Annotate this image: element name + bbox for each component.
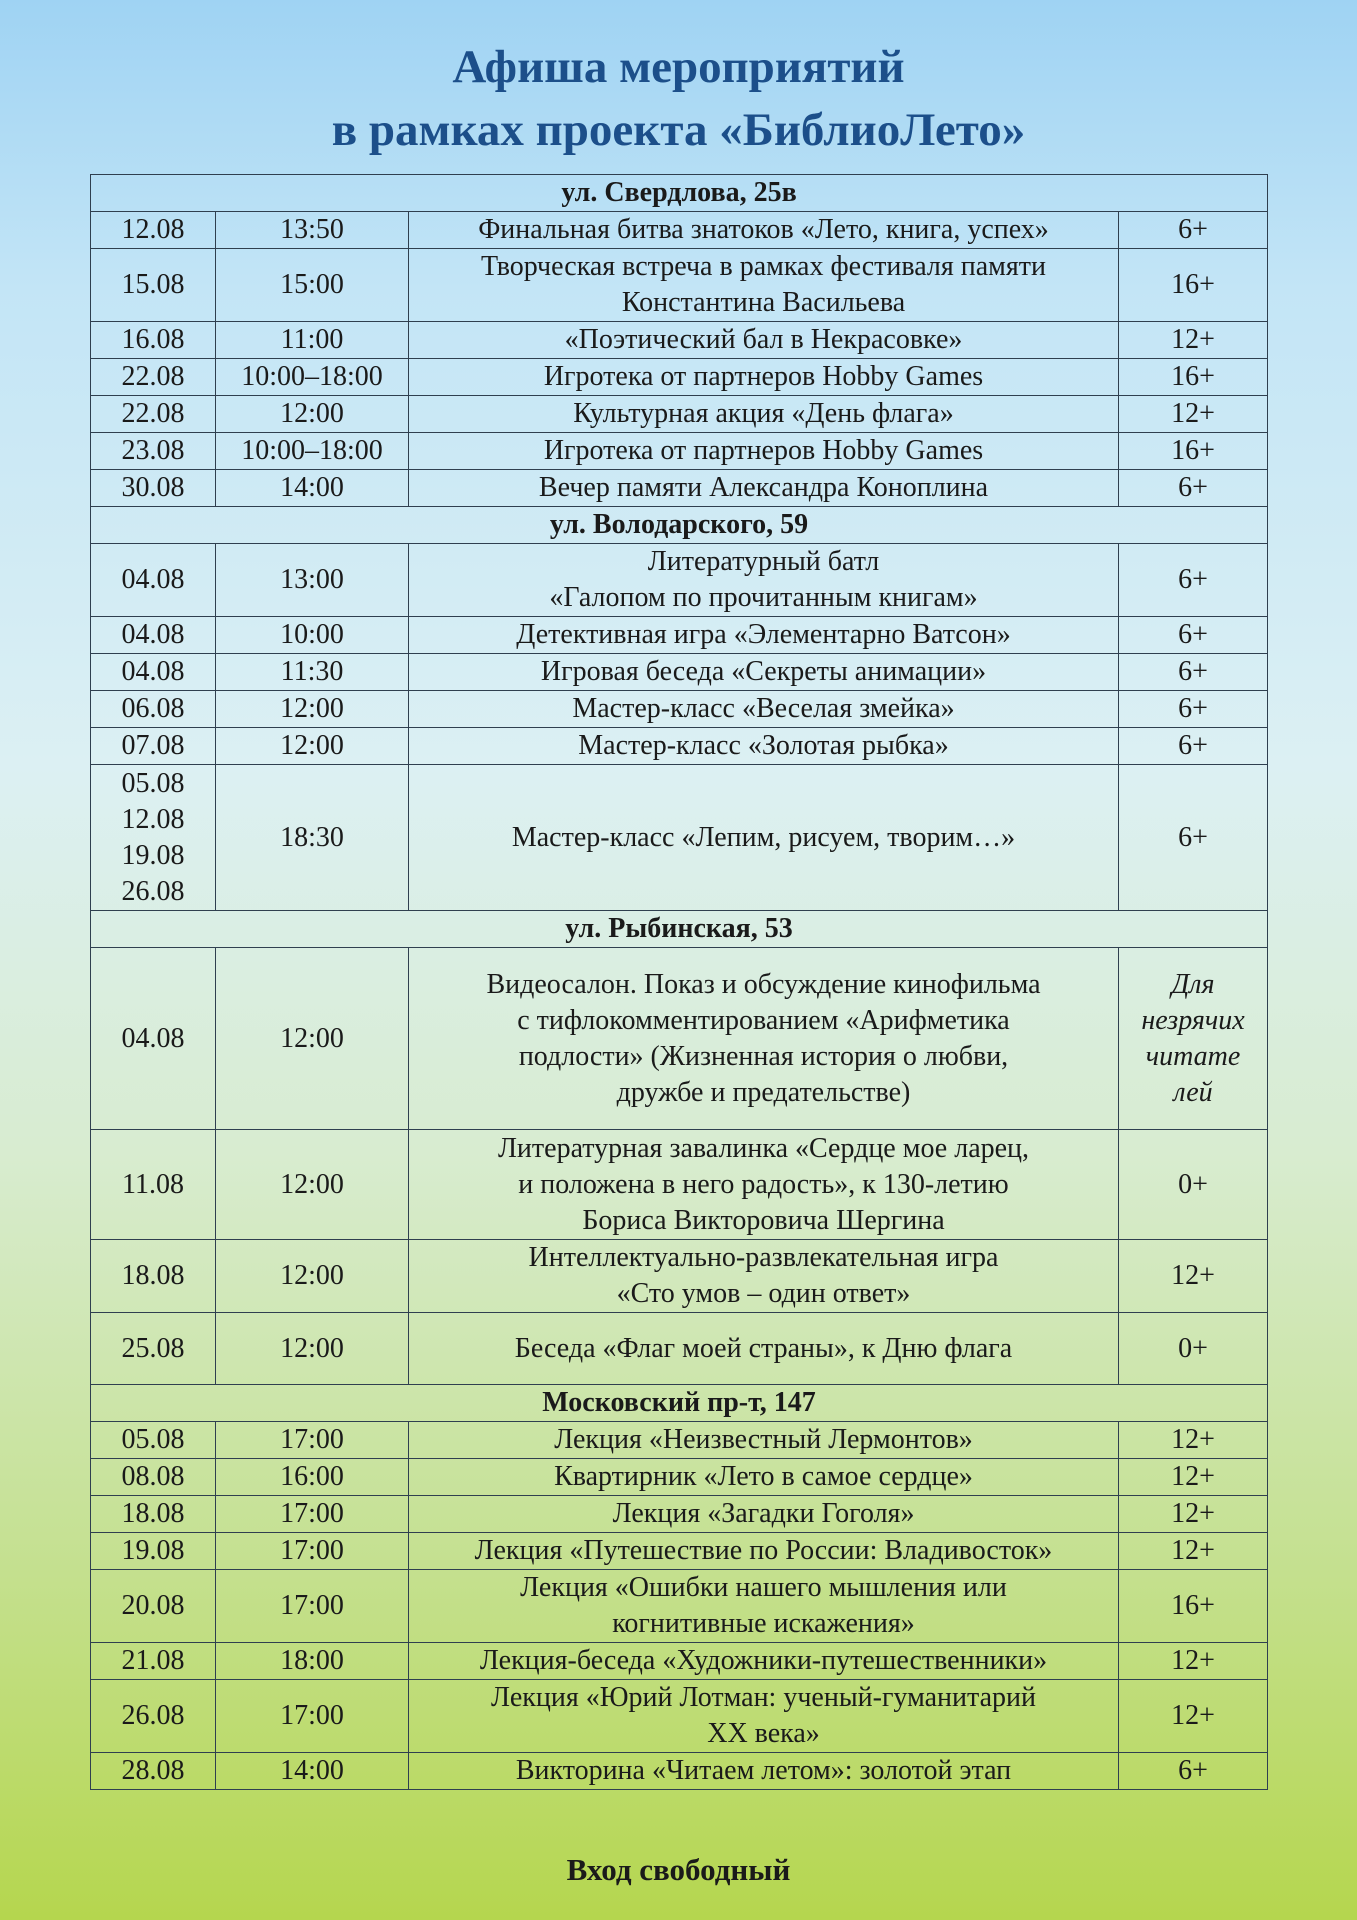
event-title: Мастер-класс «Золотая рыбка» (409, 728, 1119, 765)
event-row (91, 544, 1268, 617)
event-date: 20.08 (91, 1570, 216, 1643)
event-date: 26.08 (91, 1680, 216, 1753)
section-address: ул. Рыбинская, 53 (91, 911, 1268, 948)
event-date: 18.08 (91, 1240, 216, 1313)
event-age-rating: Для незрячих читате лей (1119, 948, 1268, 1130)
event-date: 18.08 (91, 1496, 216, 1533)
event-age-rating: 12+ (1119, 1533, 1268, 1570)
event-row (91, 765, 1268, 911)
event-row (91, 396, 1268, 433)
event-row (91, 1570, 1268, 1643)
event-age-rating: 6+ (1119, 470, 1268, 507)
section-header-row (91, 175, 1268, 212)
event-title: Беседа «Флаг моей страны», к Дню флага (409, 1313, 1119, 1385)
event-date: 30.08 (91, 470, 216, 507)
event-title: Игротека от партнеров Hobby Games (409, 433, 1119, 470)
events-table-body (91, 175, 1268, 1790)
event-title: Культурная акция «День флага» (409, 396, 1119, 433)
event-time: 17:00 (216, 1533, 409, 1570)
event-age-rating: 12+ (1119, 322, 1268, 359)
event-date: 22.08 (91, 396, 216, 433)
event-title: Творческая встреча в рамках фестиваля памяти Константина Васильева (409, 249, 1119, 322)
event-title: Вечер памяти Александра Коноплина (409, 470, 1119, 507)
event-age-rating: 12+ (1119, 1496, 1268, 1533)
event-title: Интеллектуально-развлекательная игра «Сто умов – один ответ» (409, 1240, 1119, 1313)
event-row (91, 249, 1268, 322)
event-time: 10:00–18:00 (216, 433, 409, 470)
event-time: 12:00 (216, 1240, 409, 1313)
event-time: 12:00 (216, 1313, 409, 1385)
event-title: «Поэтический бал в Некрасовке» (409, 322, 1119, 359)
event-age-rating: 12+ (1119, 1240, 1268, 1313)
event-title: Литературная завалинка «Сердце мое ларец, и положена в него радость», к 130-летию Бориса Викторовича Шергина (409, 1130, 1119, 1240)
event-time: 15:00 (216, 249, 409, 322)
section-header-row (91, 507, 1268, 544)
event-title: Лекция «Путешествие по России: Владивосток» (409, 1533, 1119, 1570)
event-time: 10:00–18:00 (216, 359, 409, 396)
event-date: 21.08 (91, 1643, 216, 1680)
event-row (91, 1680, 1268, 1753)
event-age-rating: 16+ (1119, 359, 1268, 396)
event-age-rating: 6+ (1119, 654, 1268, 691)
section-header-row (91, 911, 1268, 948)
event-time: 13:50 (216, 212, 409, 249)
event-time: 16:00 (216, 1459, 409, 1496)
event-title: Квартирник «Лето в самое сердце» (409, 1459, 1119, 1496)
event-age-rating: 6+ (1119, 691, 1268, 728)
event-title: Видеосалон. Показ и обсуждение кинофильма с тифлокомментированием «Арифметика подлости» (Жизненная история о любви, дружбе и предательстве) (409, 948, 1119, 1130)
event-time: 13:00 (216, 544, 409, 617)
event-row (91, 470, 1268, 507)
event-row (91, 728, 1268, 765)
event-date: 16.08 (91, 322, 216, 359)
event-time: 12:00 (216, 691, 409, 728)
event-age-rating: 6+ (1119, 544, 1268, 617)
event-age-rating: 12+ (1119, 1459, 1268, 1496)
event-age-rating: 6+ (1119, 617, 1268, 654)
event-time: 17:00 (216, 1496, 409, 1533)
event-title: Лекция «Загадки Гоголя» (409, 1496, 1119, 1533)
section-address: ул. Володарского, 59 (91, 507, 1268, 544)
event-date: 04.08 (91, 654, 216, 691)
event-time: 12:00 (216, 396, 409, 433)
section-address: Московский пр-т, 147 (91, 1385, 1268, 1422)
event-title: Мастер-класс «Веселая змейка» (409, 691, 1119, 728)
section-header-row (91, 1385, 1268, 1422)
event-date: 05.08 12.08 19.08 26.08 (91, 765, 216, 911)
event-age-rating: 0+ (1119, 1313, 1268, 1385)
page-title (0, 36, 1357, 162)
event-time: 12:00 (216, 728, 409, 765)
event-date: 06.08 (91, 691, 216, 728)
event-age-rating: 12+ (1119, 1643, 1268, 1680)
event-title: Лекция «Неизвестный Лермонтов» (409, 1422, 1119, 1459)
event-date: 19.08 (91, 1533, 216, 1570)
event-row (91, 654, 1268, 691)
event-date: 08.08 (91, 1459, 216, 1496)
event-time: 10:00 (216, 617, 409, 654)
event-title: Мастер-класс «Лепим, рисуем, творим…» (409, 765, 1119, 911)
event-row (91, 1753, 1268, 1790)
event-title: Викторина «Читаем летом»: золотой этап (409, 1753, 1119, 1790)
event-age-rating: 16+ (1119, 249, 1268, 322)
event-time: 14:00 (216, 470, 409, 507)
event-date: 04.08 (91, 948, 216, 1130)
event-row (91, 322, 1268, 359)
event-age-rating: 6+ (1119, 212, 1268, 249)
event-time: 18:30 (216, 765, 409, 911)
event-title: Детективная игра «Элементарно Ватсон» (409, 617, 1119, 654)
event-age-rating: 16+ (1119, 1570, 1268, 1643)
event-row (91, 1459, 1268, 1496)
event-row (91, 1240, 1268, 1313)
event-age-rating: 6+ (1119, 1753, 1268, 1790)
event-title: Финальная битва знатоков «Лето, книга, успех» (409, 212, 1119, 249)
event-title: Лекция «Юрий Лотман: ученый-гуманитарий XX века» (409, 1680, 1119, 1753)
event-age-rating: 16+ (1119, 433, 1268, 470)
footer-note: Вход свободный (566, 1852, 791, 1887)
event-time: 11:00 (216, 322, 409, 359)
event-age-rating: 12+ (1119, 396, 1268, 433)
event-title: Игротека от партнеров Hobby Games (409, 359, 1119, 396)
title-line-2: в рамках проекта «БиблиоЛето» (331, 104, 1026, 156)
event-time: 11:30 (216, 654, 409, 691)
event-row (91, 691, 1268, 728)
event-date: 05.08 (91, 1422, 216, 1459)
event-time: 17:00 (216, 1422, 409, 1459)
events-table (90, 174, 1268, 1790)
event-title: Игровая беседа «Секреты анимации» (409, 654, 1119, 691)
event-time: 18:00 (216, 1643, 409, 1680)
event-date: 04.08 (91, 617, 216, 654)
event-row (91, 1422, 1268, 1459)
event-date: 11.08 (91, 1130, 216, 1240)
section-address: ул. Свердлова, 25в (91, 175, 1268, 212)
event-time: 17:00 (216, 1570, 409, 1643)
event-row (91, 617, 1268, 654)
event-row (91, 1130, 1268, 1240)
event-age-rating: 12+ (1119, 1422, 1268, 1459)
event-date: 28.08 (91, 1753, 216, 1790)
event-date: 12.08 (91, 212, 216, 249)
event-age-rating: 6+ (1119, 765, 1268, 911)
event-row (91, 433, 1268, 470)
event-row (91, 948, 1268, 1130)
event-row (91, 212, 1268, 249)
event-date: 04.08 (91, 544, 216, 617)
event-age-rating: 0+ (1119, 1130, 1268, 1240)
event-time: 17:00 (216, 1680, 409, 1753)
event-title: Литературный батл «Галопом по прочитанным книгам» (409, 544, 1119, 617)
event-date: 15.08 (91, 249, 216, 322)
event-row (91, 1533, 1268, 1570)
event-date: 23.08 (91, 433, 216, 470)
event-age-rating: 6+ (1119, 728, 1268, 765)
event-age-rating: 12+ (1119, 1680, 1268, 1753)
event-date: 22.08 (91, 359, 216, 396)
event-row (91, 359, 1268, 396)
event-date: 25.08 (91, 1313, 216, 1385)
event-time: 12:00 (216, 1130, 409, 1240)
event-row (91, 1643, 1268, 1680)
event-title: Лекция-беседа «Художники-путешественники» (409, 1643, 1119, 1680)
title-line-1: Афиша мероприятий (452, 41, 905, 93)
event-date: 07.08 (91, 728, 216, 765)
event-time: 12:00 (216, 948, 409, 1130)
event-row (91, 1496, 1268, 1533)
event-row (91, 1313, 1268, 1385)
event-title: Лекция «Ошибки нашего мышления или когнитивные искажения» (409, 1570, 1119, 1643)
event-time: 14:00 (216, 1753, 409, 1790)
